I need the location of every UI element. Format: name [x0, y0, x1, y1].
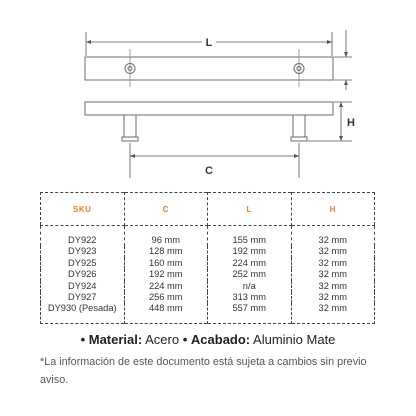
- cell-l: 313 mm: [208, 292, 292, 303]
- cell-c: 224 mm: [124, 281, 208, 292]
- handle-side-view: [85, 102, 333, 141]
- cell-l: n/a: [208, 281, 292, 292]
- material-label: Material:: [88, 332, 143, 347]
- table-row: [41, 226, 375, 247]
- table-row: [41, 258, 375, 269]
- cell-l: 252 mm: [208, 269, 292, 280]
- cell-sku: DY923: [41, 246, 125, 257]
- table-header-row: [41, 193, 375, 226]
- table-header-c: C: [124, 193, 208, 226]
- dimension-h: [308, 102, 355, 141]
- dimension-l: [86, 32, 332, 56]
- cell-h: 32 mm: [318, 235, 347, 245]
- cell-l: 557 mm: [208, 303, 292, 323]
- table-header-h: H: [291, 193, 375, 226]
- cell-c: 192 mm: [124, 269, 208, 280]
- table-row: [41, 281, 375, 292]
- dimension-label-l: L: [205, 37, 213, 49]
- cell-l: 155 mm: [208, 226, 292, 247]
- cell-h: 32 mm: [318, 292, 347, 303]
- table-row: [41, 303, 375, 323]
- cell-sku: DY925: [41, 258, 125, 269]
- cell-h: 32 mm: [318, 257, 347, 268]
- finish-value: Aluminio Mate: [253, 332, 336, 347]
- handle-technical-drawing: [0, 0, 416, 190]
- handle-top-view: [85, 49, 333, 87]
- dimension-label-h: H: [347, 117, 355, 129]
- handle-bar-top: [85, 57, 333, 80]
- table-row: [41, 246, 375, 257]
- table-header-sku: SKU: [41, 193, 125, 226]
- cell-c: 160 mm: [124, 258, 208, 269]
- handle-bar-side: [85, 102, 333, 115]
- cell-sku: DY924: [41, 281, 125, 292]
- cell-h: 32 mm: [318, 280, 347, 291]
- cell-h: 32 mm: [318, 303, 347, 314]
- cell-c: 256 mm: [124, 292, 208, 303]
- cell-sku: DY930 (Pesada): [41, 303, 125, 323]
- dimension-c: [130, 143, 299, 178]
- material-finish-line: [0, 332, 416, 348]
- handle-post-base-left: [122, 137, 138, 141]
- table-row: [41, 269, 375, 280]
- handle-post-left: [124, 115, 136, 137]
- cell-c: 448 mm: [124, 303, 208, 323]
- material-value: Acero: [145, 332, 180, 347]
- handle-post-right: [293, 115, 305, 137]
- cell-c: 96 mm: [124, 226, 208, 247]
- cell-sku: DY922: [41, 226, 125, 247]
- cell-sku: DY927: [41, 292, 125, 303]
- bullet: •: [182, 332, 188, 347]
- cell-sku: DY926: [41, 269, 125, 280]
- cell-h: 32 mm: [318, 246, 347, 257]
- finish-label: Acabado:: [190, 332, 251, 347]
- bullet: •: [80, 332, 86, 347]
- dimension-bar-width: [334, 30, 352, 90]
- handle-post-base-right: [291, 137, 307, 141]
- table-header-l: L: [208, 193, 292, 226]
- cell-h: 32 mm: [318, 269, 347, 280]
- table-row: [41, 292, 375, 303]
- cell-l: 192 mm: [208, 246, 292, 257]
- spec-table: [40, 192, 375, 324]
- cell-c: 128 mm: [124, 246, 208, 257]
- disclaimer-note: *La información de este documento está sujeta a cambios sin previo aviso.: [40, 356, 367, 386]
- cell-l: 224 mm: [208, 258, 292, 269]
- dimension-label-c: C: [205, 165, 213, 177]
